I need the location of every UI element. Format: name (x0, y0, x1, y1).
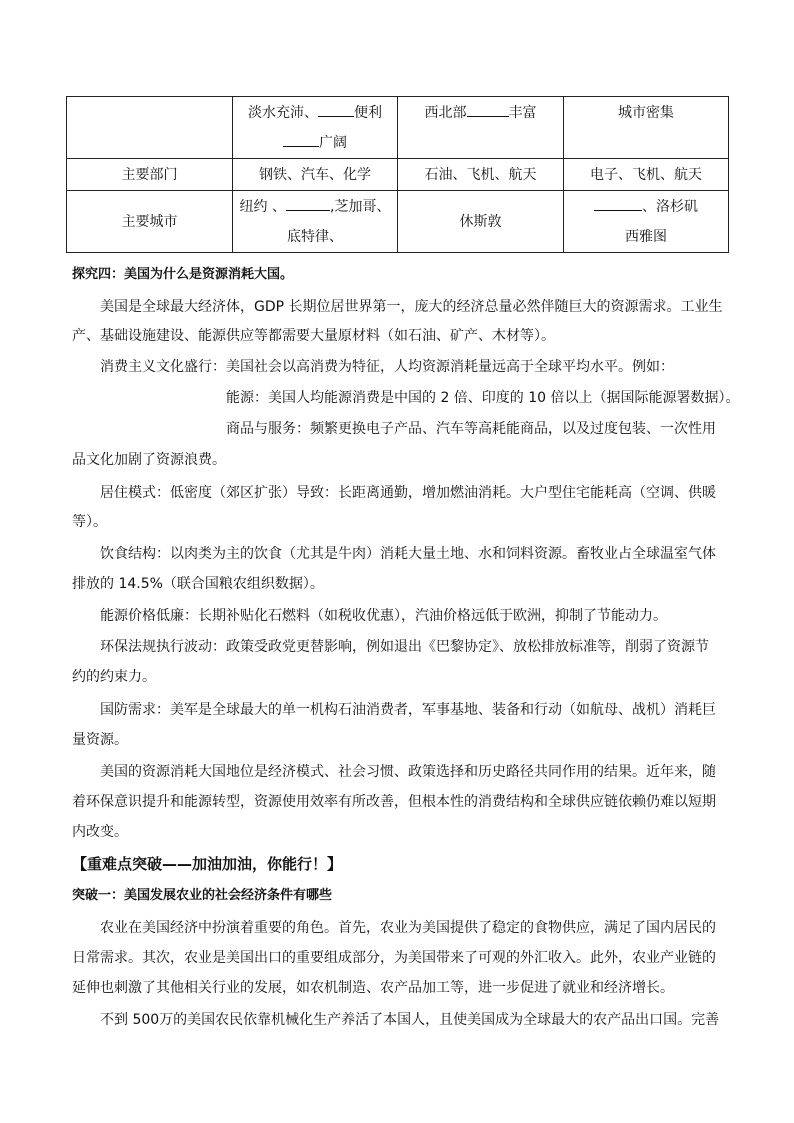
fill-blank (286, 196, 330, 211)
cell-text: ,芝加哥、 (330, 198, 391, 215)
table-cell: 休斯敦 (398, 191, 564, 253)
table-cell: 电子、飞机、航天 (564, 159, 729, 191)
fill-blank (283, 132, 319, 147)
paragraph-line: 国防需求：美军是全球最大的单一机构石油消费者，军事基地、装备和行动（如航母、战机）消耗巨 (100, 702, 716, 718)
table-cell: 石油、飞机、航天 (398, 159, 564, 191)
table-cell (398, 97, 564, 159)
paragraph-line: 约的约束力。 (72, 669, 156, 685)
paragraph-line: 农业在美国经济中扮演着重要的角色。首先，农业为美国提供了稳定的食物供应，满足了国内居民的 (100, 920, 716, 936)
fill-blank (594, 196, 642, 211)
section-heading: 突破一：美国发展农业的社会经济条件有哪些 (72, 888, 333, 903)
paragraph-line: 能源价格低廉：长期补贴化石燃料（如税收优惠），汽油价格远低于欧洲，抑制了节能动力。 (100, 608, 667, 624)
fill-blank (318, 102, 354, 117)
paragraph-line: 等）。 (72, 514, 107, 530)
table-cell: 主要城市 (67, 191, 233, 253)
table-cell: 主要部门 (67, 159, 233, 191)
table-row (67, 191, 729, 253)
paragraph-line: 延伸也刺激了其他相关行业的发展，如农机制造、农产品加工等，进一步促进了就业和经济增长。 (72, 980, 674, 996)
paragraph-line: 美国的资源消耗大国地位是经济模式、社会习惯、政策选择和历史路径共同作用的结果。近年来，随 (100, 764, 716, 780)
table-cell (67, 97, 233, 159)
table-cell: 城市密集 (564, 97, 729, 159)
table-row (67, 97, 729, 159)
paragraph-line: 量资源。 (72, 732, 128, 748)
paragraph-line: 能源：美国人均能源消费是中国的 2 倍、印度的 10 倍以上（据国际能源署数据）。 (226, 390, 740, 406)
paragraph-line: 内改变。 (72, 824, 128, 840)
paragraph-line: 商品与服务：频繁更换电子产品、汽车等高耗能商品，以及过度包装、一次性用 (226, 421, 716, 437)
cell-text: 广阔 (319, 134, 347, 151)
cell-text: 便利 (354, 104, 382, 121)
paragraph-line: 日常需求。其次，农业是美国出口的重要组成部分，为美国带来了可观的外汇收入。此外，农业产业链的 (72, 950, 716, 966)
section-banner: 【重难点突破——加油加油，你能行！】 (72, 855, 343, 873)
paragraph-line: 美国是全球最大经济体，GDP 长期位居世界第一，庞大的经济总量必然伴随巨大的资源需求。工业生 (100, 299, 723, 315)
paragraph-line: 环保法规执行波动：政策受政党更替影响，例如退出《巴黎协定》、放松排放标准等，削弱了资源节 (100, 639, 709, 655)
paragraph-line: 排放的 14.5%（联合国粮农组织数据）。 (72, 576, 324, 592)
industrial-regions-table (66, 96, 729, 253)
cell-text: 西雅图 (625, 228, 667, 245)
cell-text: 西北部 (424, 105, 467, 121)
paragraph-line: 居住模式：低密度（郊区扩张）导致：长距离通勤，增加燃油消耗。大户型住宅能耗高（空调、供暖 (100, 485, 716, 501)
paragraph-line: 产、基础设施建设、能源供应等都需要大量原材料（如石油、矿产、木材等）。 (72, 328, 555, 344)
paragraph-line: 品文化加剧了资源浪费。 (72, 452, 226, 468)
cell-text: 淡水充沛、 (248, 104, 318, 121)
cell-text: 纽约 、 (239, 198, 286, 215)
cell-text: 丰富 (508, 105, 537, 121)
table-cell (233, 191, 398, 253)
table-cell: 钢铁、汽车、化学 (233, 159, 398, 191)
section-heading: 探究四：美国为什么是资源消耗大国。 (72, 267, 294, 282)
table-cell (233, 97, 398, 159)
table-cell (564, 191, 729, 253)
paragraph-line: 着环保意识提升和能源转型，资源使用效率有所改善，但根本性的消费结构和全球供应链依赖仍难以短期 (72, 794, 716, 810)
paragraph-line: 饮食结构：以肉类为主的饮食（尤其是牛肉）消耗大量土地、水和饲料资源。畜牧业占全球温室气体 (100, 546, 716, 562)
cell-text: 底特律、 (287, 228, 343, 245)
paragraph-line: 不到 500万的美国农民依靠机械化生产养活了本国人，且使美国成为全球最大的农产品出口国。完善 (100, 1012, 720, 1028)
cell-text: 、洛杉矶 (642, 198, 698, 215)
paragraph-line: 消费主义文化盛行：美国社会以高消费为特征，人均资源消耗量远高于全球平均水平。例如： (100, 359, 674, 375)
table-row (67, 159, 729, 191)
fill-blank (467, 102, 509, 117)
